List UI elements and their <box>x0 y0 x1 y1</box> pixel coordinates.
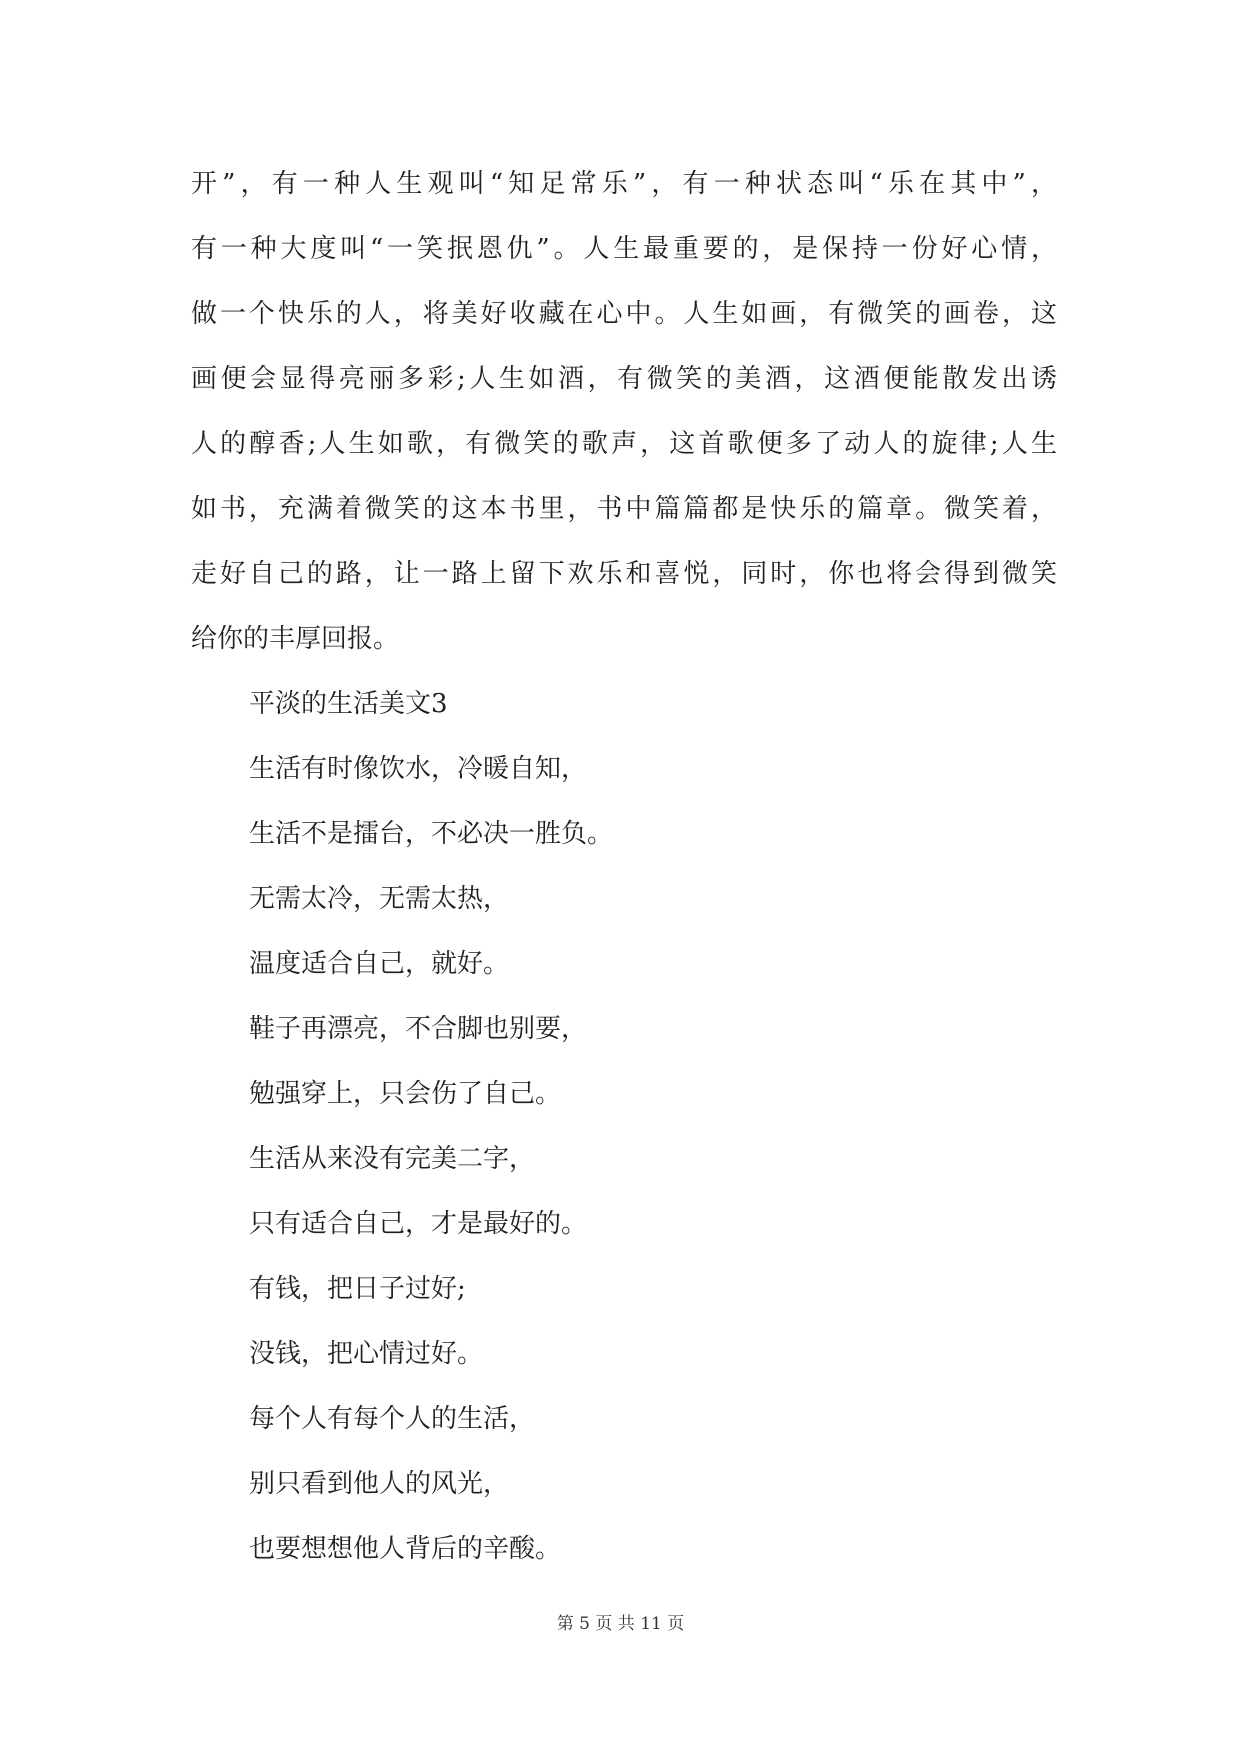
poem-line: 别只看到他人的风光， <box>249 1469 510 1499</box>
paragraph-line: 给你的丰厚回报。 <box>191 624 400 654</box>
poem-line: 生活不是擂台，不必决一胜负。 <box>249 819 614 849</box>
paragraph-line: 如书，充满着微笑的这本书里，书中篇篇都是快乐的篇章。微笑着， <box>191 494 1057 524</box>
poem-line: 只有适合自己，才是最好的。 <box>249 1209 588 1239</box>
paragraph-line: 开”，有一种人生观叫“知足常乐”，有一种状态叫“乐在其中”， <box>191 169 1057 199</box>
poem-line: 无需太冷，无需太热， <box>249 884 510 914</box>
paragraph-line: 做一个快乐的人，将美好收藏在心中。人生如画，有微笑的画卷，这 <box>191 299 1057 329</box>
paragraph-line: 画便会显得亮丽多彩;人生如酒，有微笑的美酒，这酒便能散发出诱 <box>191 364 1057 394</box>
poem-line: 有钱，把日子过好; <box>249 1274 466 1304</box>
document-body <box>191 152 1057 1582</box>
poem-line: 勉强穿上，只会伤了自己。 <box>249 1079 562 1109</box>
page-footer: 第 5 页 共 11 页 <box>556 1614 685 1634</box>
paragraph-line: 人的醇香;人生如歌，有微笑的歌声，这首歌便多了动人的旋律;人生 <box>191 429 1057 459</box>
poem-line: 也要想想他人背后的辛酸。 <box>249 1534 562 1564</box>
poem-line: 每个人有每个人的生活， <box>249 1404 536 1434</box>
poem-line: 生活从来没有完美二字， <box>249 1144 536 1174</box>
poem-line: 鞋子再漂亮，不合脚也别要， <box>249 1014 588 1044</box>
section-title: 平淡的生活美文3 <box>249 689 448 719</box>
poem-line: 没钱，把心情过好。 <box>249 1339 484 1369</box>
poem-line: 温度适合自己，就好。 <box>249 949 510 979</box>
paragraph-line: 走好自己的路，让一路上留下欢乐和喜悦，同时，你也将会得到微笑 <box>191 559 1057 589</box>
paragraph-line: 有一种大度叫“一笑抿恩仇”。人生最重要的，是保持一份好心情， <box>191 234 1057 264</box>
poem-line: 生活有时像饮水，冷暖自知， <box>249 754 588 784</box>
